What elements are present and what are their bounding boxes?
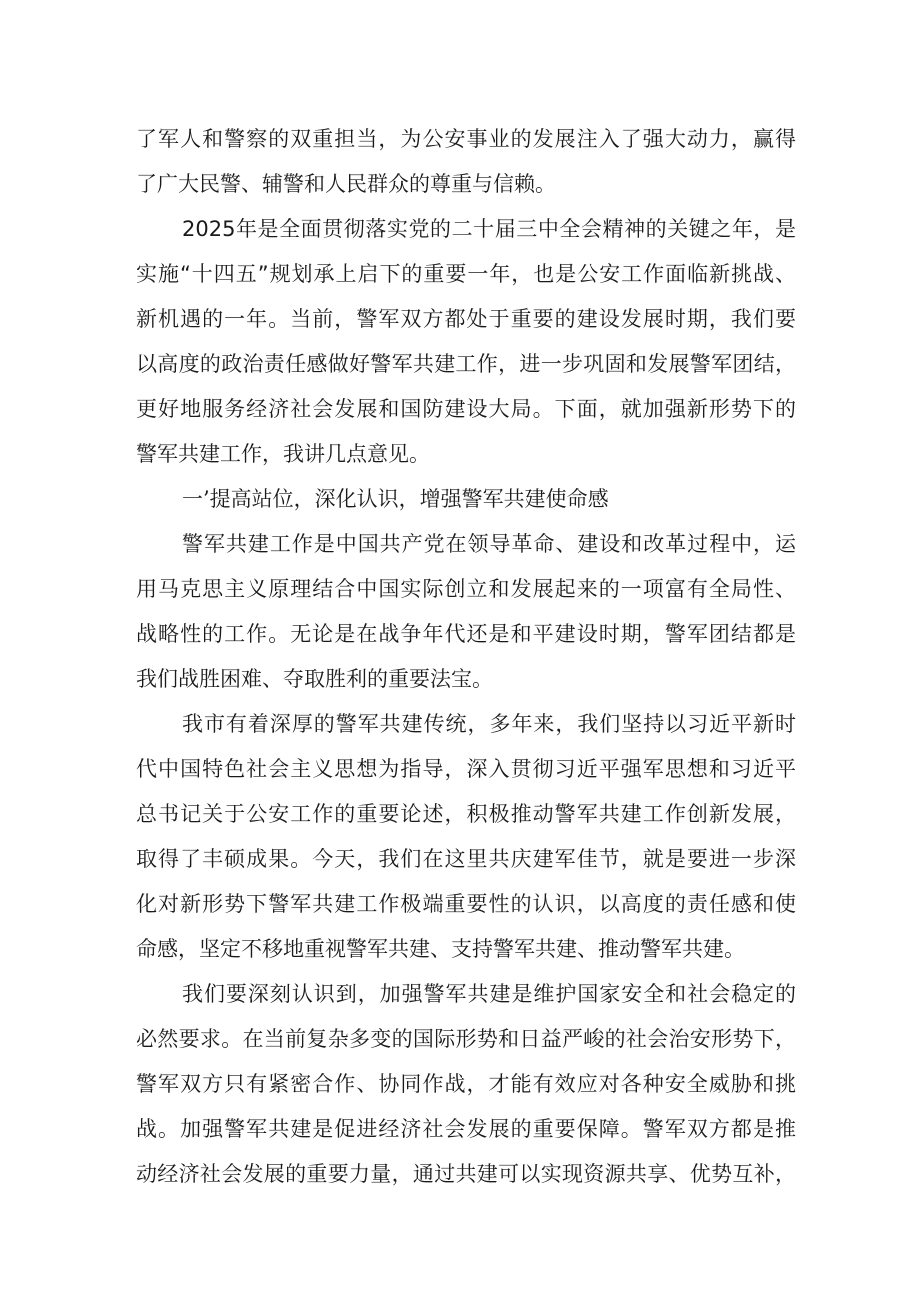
text-line: 以高度的政治责任感做好警军共建工作，进一步巩固和发展警军团结， — [136, 352, 796, 376]
text-line: 我市有着深厚的警军共建传统，多年来，我们坚持以习近平新时 — [182, 712, 796, 736]
text-line: 警军双方只有紧密合作、协同作战，才能有效应对各种安全威胁和挑 — [136, 1072, 796, 1096]
text-line: 了军人和警察的双重担当，为公安事业的发展注入了强大动力，赢得 — [136, 127, 796, 151]
text-line: 必然要求。在当前复杂多变的国际形势和日益严峻的社会治安形势下， — [136, 1027, 796, 1051]
text-line: 命感，坚定不移地重视警军共建、支持警军共建、推动警军共建。 — [136, 937, 745, 961]
text-line: 更好地服务经济社会发展和国防建设大局。下面，就加强新形势下的 — [136, 397, 796, 421]
text-line: 用马克思主义原理结合中国实际创立和发展起来的一项富有全局性、 — [136, 577, 796, 601]
text-line: 警军共建工作，我讲几点意见。 — [136, 442, 430, 466]
text-line: 我们战胜困难、夺取胜利的重要法宝。 — [136, 667, 493, 691]
section-heading: 一’提高站位，深化认识，增强警军共建使命感 — [182, 487, 609, 511]
text-line: 战略性的工作。无论是在战争年代还是和平建设时期，警军团结都是 — [136, 622, 796, 646]
text-line: 化对新形势下警军共建工作极端重要性的认识，以高度的责任感和使 — [136, 892, 796, 916]
text-line: 我们要深刻认识到，加强警军共建是维护国家安全和社会稳定的 — [182, 982, 796, 1006]
text-line: 2025年是全面贯彻落实党的二十届三中全会精神的关键之年，是 — [182, 217, 796, 241]
text-line: 新机遇的一年。当前，警军双方都处于重要的建设发展时期，我们要 — [136, 307, 796, 331]
text-line: 实施“十四五”规划承上启下的重要一年，也是公安工作面临新挑战、 — [136, 262, 796, 286]
text-line: 总书记关于公安工作的重要论述，积极推动警军共建工作创新发展， — [136, 802, 796, 826]
text-line: 了广大民警、辅警和人民群众的尊重与信赖。 — [136, 172, 556, 196]
text-line: 取得了丰硕成果。今天，我们在这里共庆建军佳节，就是要进一步深 — [136, 847, 796, 871]
text-line: 警军共建工作是中国共产党在领导革命、建设和改革过程中，运 — [182, 532, 796, 556]
text-line: 代中国特色社会主义思想为指导，深入贯彻习近平强军思想和习近平 — [136, 757, 796, 781]
text-line: 动经济社会发展的重要力量，通过共建可以实现资源共享、优势互补， — [136, 1162, 796, 1186]
text-line: 战。加强警军共建是促进经济社会发展的重要保障。警军双方都是推 — [136, 1117, 796, 1141]
